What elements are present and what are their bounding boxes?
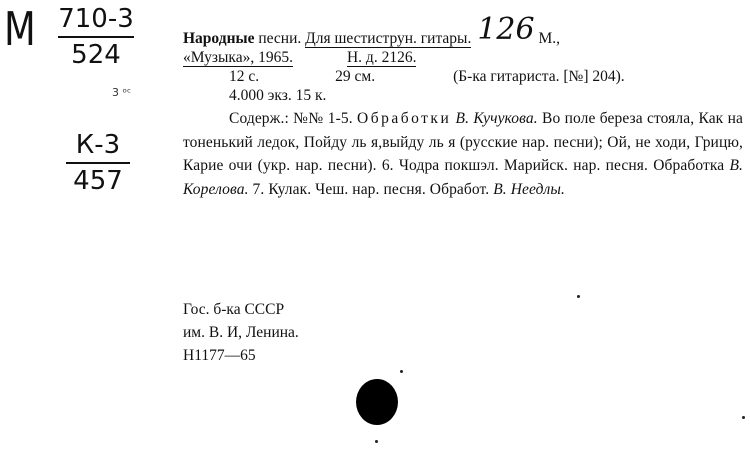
shelf-mark-secondary bbox=[66, 132, 130, 194]
scan-speck bbox=[400, 370, 403, 373]
margin-scribble: 3 ᵒᶜ bbox=[112, 86, 132, 99]
library-code: Н1177—65 bbox=[183, 347, 256, 364]
handwritten-number: 126 bbox=[477, 12, 535, 47]
scan-speck bbox=[742, 416, 745, 419]
title-heading: Народные bbox=[183, 30, 255, 47]
title-line bbox=[183, 12, 743, 48]
library-name-2: им. В. И, Ленина. bbox=[183, 324, 299, 341]
publication-city: М., bbox=[538, 30, 561, 47]
publisher-line bbox=[183, 48, 743, 67]
contents-paragraph bbox=[183, 107, 743, 201]
series: (Б-ка гитариста. [№] 204). bbox=[453, 68, 625, 85]
arranger-1: В. Кучукова. bbox=[455, 110, 538, 127]
shelf-mark-secondary-denominator: 457 bbox=[73, 166, 123, 196]
size: 29 см. bbox=[335, 68, 376, 85]
handwritten-letter-m: М bbox=[4, 2, 36, 56]
contents-text-1: Во поле береза стояла, Как на тоненький ледок, Пойду ль я,выйду ль я (русские нар. песни); Ой, не ходи, Грицю, Карие очи (укр. нар. песни). 6. Чодра покшэл. Марийск. нар. песня. Обработка bbox=[183, 110, 743, 174]
arranger-2: В. Корелова. bbox=[183, 157, 743, 198]
library-imprint bbox=[183, 298, 299, 367]
shelf-mark-primary-numerator: 710-3 bbox=[58, 4, 134, 34]
library-name: Гос. б-ка СССР bbox=[183, 301, 285, 318]
shelf-mark-secondary-numerator: К-3 bbox=[75, 130, 121, 160]
publisher-year: «Музыка», 1965. bbox=[183, 49, 293, 66]
shelf-mark-secondary-divider bbox=[66, 162, 130, 164]
contents-label: Содерж.: №№ 1-5. bbox=[229, 110, 353, 127]
page-count: 12 с. bbox=[229, 68, 260, 85]
contents-text-2: 7. Кулак. Чеш. нар. песня. Обработ. bbox=[252, 180, 490, 198]
title-underlined: Для шестиструн. гитары. bbox=[305, 30, 472, 47]
contents-block bbox=[183, 107, 743, 201]
copies: 4.000 экз. 15 к. bbox=[229, 87, 327, 104]
shelf-mark-primary-divider bbox=[58, 36, 134, 38]
title-rest: песни. bbox=[258, 30, 302, 47]
arrangements-word: Обработки bbox=[357, 110, 452, 127]
arranger-3: В. Неедлы. bbox=[493, 180, 565, 198]
price-code: Н. д. 2126. bbox=[346, 49, 417, 66]
card-punch-hole bbox=[356, 379, 398, 425]
catalog-card-entry bbox=[183, 12, 743, 201]
shelf-mark-primary bbox=[58, 6, 134, 68]
scan-speck bbox=[375, 440, 378, 443]
shelf-mark-primary-denominator: 524 bbox=[71, 40, 121, 70]
scan-speck bbox=[577, 295, 580, 298]
physical-description bbox=[183, 67, 743, 86]
copies-price-line bbox=[183, 86, 743, 105]
